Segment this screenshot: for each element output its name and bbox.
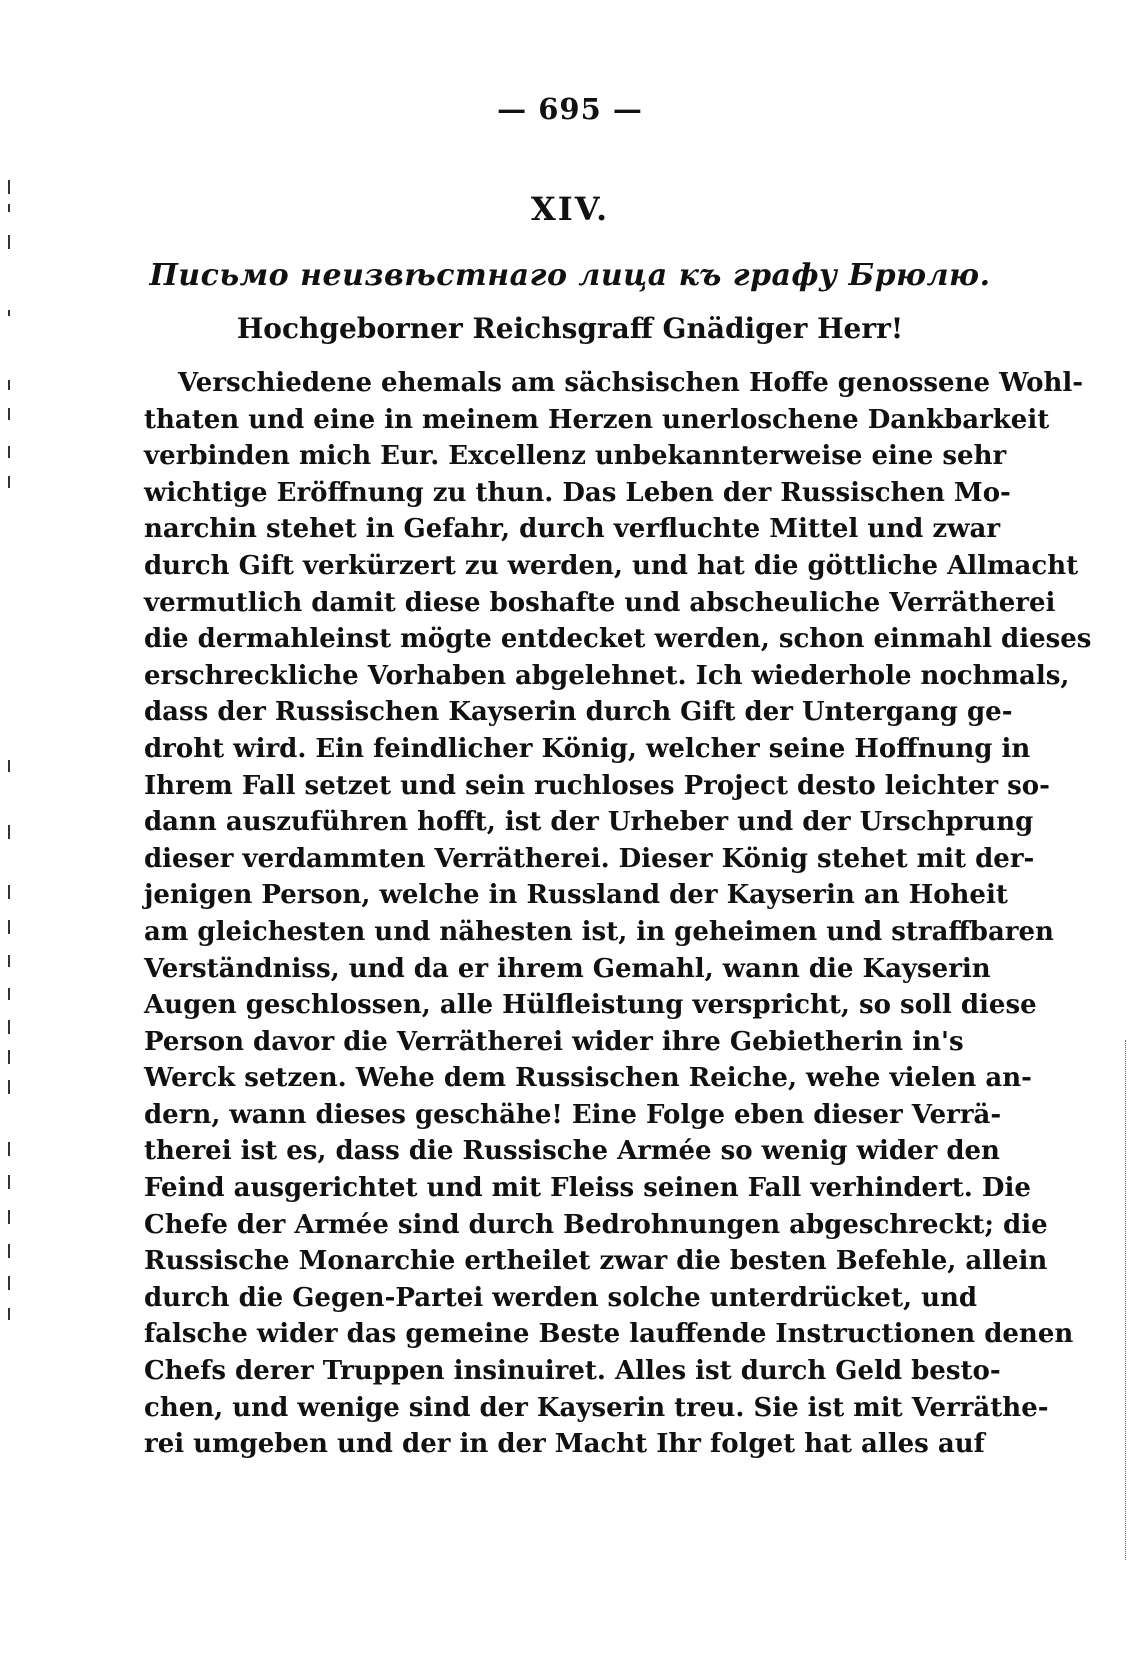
text-line: therei ist es, dass die Russische Armée so wenig wider den xyxy=(144,1136,1000,1167)
text-line: die dermahleinst mögte entdecket werden, schon einmahl dieses xyxy=(144,624,1092,655)
text-line: dern, wann dieses geschähe! Eine Folge eben dieser Verrä- xyxy=(144,1099,1002,1130)
text-line: chen, und wenige sind der Kayserin treu. Sie ist mit Verräthe- xyxy=(144,1392,1049,1423)
document-title: Письмо неизвѣстнаго лица къ графу Брюлю. xyxy=(149,258,991,293)
text-line: verbinden mich Eur. Excellenz unbekannterweise eine sehr xyxy=(144,441,1007,472)
text-line: dann auszuführen hofft, ist der Urheber und der Urschprung xyxy=(144,807,1034,838)
chapter-number: XIV. xyxy=(530,190,610,228)
text-line: Russische Monarchie ertheilet zwar die besten Befehle, allein xyxy=(144,1246,1048,1277)
right-edge-dots xyxy=(1125,1040,1128,1560)
text-line: falsche wider das gemeine Beste lauffende Instructionen denen xyxy=(144,1319,1074,1350)
text-line: durch die Gegen-Partei werden solche unterdrücket, und xyxy=(144,1282,978,1313)
page-number: — 695 — xyxy=(497,92,643,126)
text-line: Werck setzen. Wehe dem Russischen Reiche, wehe vielen an- xyxy=(144,1063,1032,1094)
text-line: Feind ausgerichtet und mit Fleiss seinen Fall verhindert. Die xyxy=(144,1173,1031,1204)
letter-body xyxy=(144,365,1092,1463)
text-line: Person davor die Verrätherei wider ihre Gebietherin in's xyxy=(144,1026,964,1057)
salutation: Hochgeborner Reichsgraff Gnädiger Herr! xyxy=(236,312,904,345)
text-line: droht wird. Ein feindlicher König, welcher seine Hoffnung in xyxy=(144,733,1031,764)
text-line: narchin stehet in Gefahr, durch verfluchte Mittel und zwar xyxy=(144,514,1001,545)
left-margin-marks xyxy=(8,180,14,1380)
text-line: am gleichesten und nähesten ist, in geheimen und straffbaren xyxy=(144,916,1054,947)
text-line: rei umgeben und der in der Macht Ihr folget hat alles auf xyxy=(144,1429,985,1460)
text-line: thaten und eine in meinem Herzen unerloschene Dankbarkeit xyxy=(144,404,1050,435)
text-line: Verständniss, und da er ihrem Gemahl, wann die Kayserin xyxy=(144,953,991,984)
text-line: Augen geschlossen, alle Hülfleistung verspricht, so soll diese xyxy=(144,990,1037,1021)
text-line: Ihrem Fall setzet und sein ruchloses Project desto leichter so- xyxy=(144,770,1050,801)
text-line: Verschiedene ehemals am sächsischen Hoffe genossene Wohl- xyxy=(178,368,1084,398)
text-line: Chefs derer Truppen insinuiret. Alles ist durch Geld besto- xyxy=(144,1356,1001,1387)
text-line: durch Gift verkürzert zu werden, und hat die göttliche Allmacht xyxy=(144,550,1079,581)
text-line: wichtige Eröffnung zu thun. Das Leben der Russischen Mo- xyxy=(144,477,1011,508)
text-line: dass der Russischen Kayserin durch Gift der Untergang ge- xyxy=(144,697,1013,728)
text-line: erschreckliche Vorhaben abgelehnet. Ich wiederhole nochmals, xyxy=(144,660,1070,691)
text-line: jenigen Person, welche in Russland der Kayserin an Hoheit xyxy=(144,880,1008,911)
text-line: vermutlich damit diese boshafte und abscheuliche Verrätherei xyxy=(144,587,1056,618)
text-line: dieser verdammten Verrätherei. Dieser König stehet mit der- xyxy=(144,843,1035,874)
text-line: Chefe der Armée sind durch Bedrohnungen abgeschreckt; die xyxy=(144,1209,1048,1240)
